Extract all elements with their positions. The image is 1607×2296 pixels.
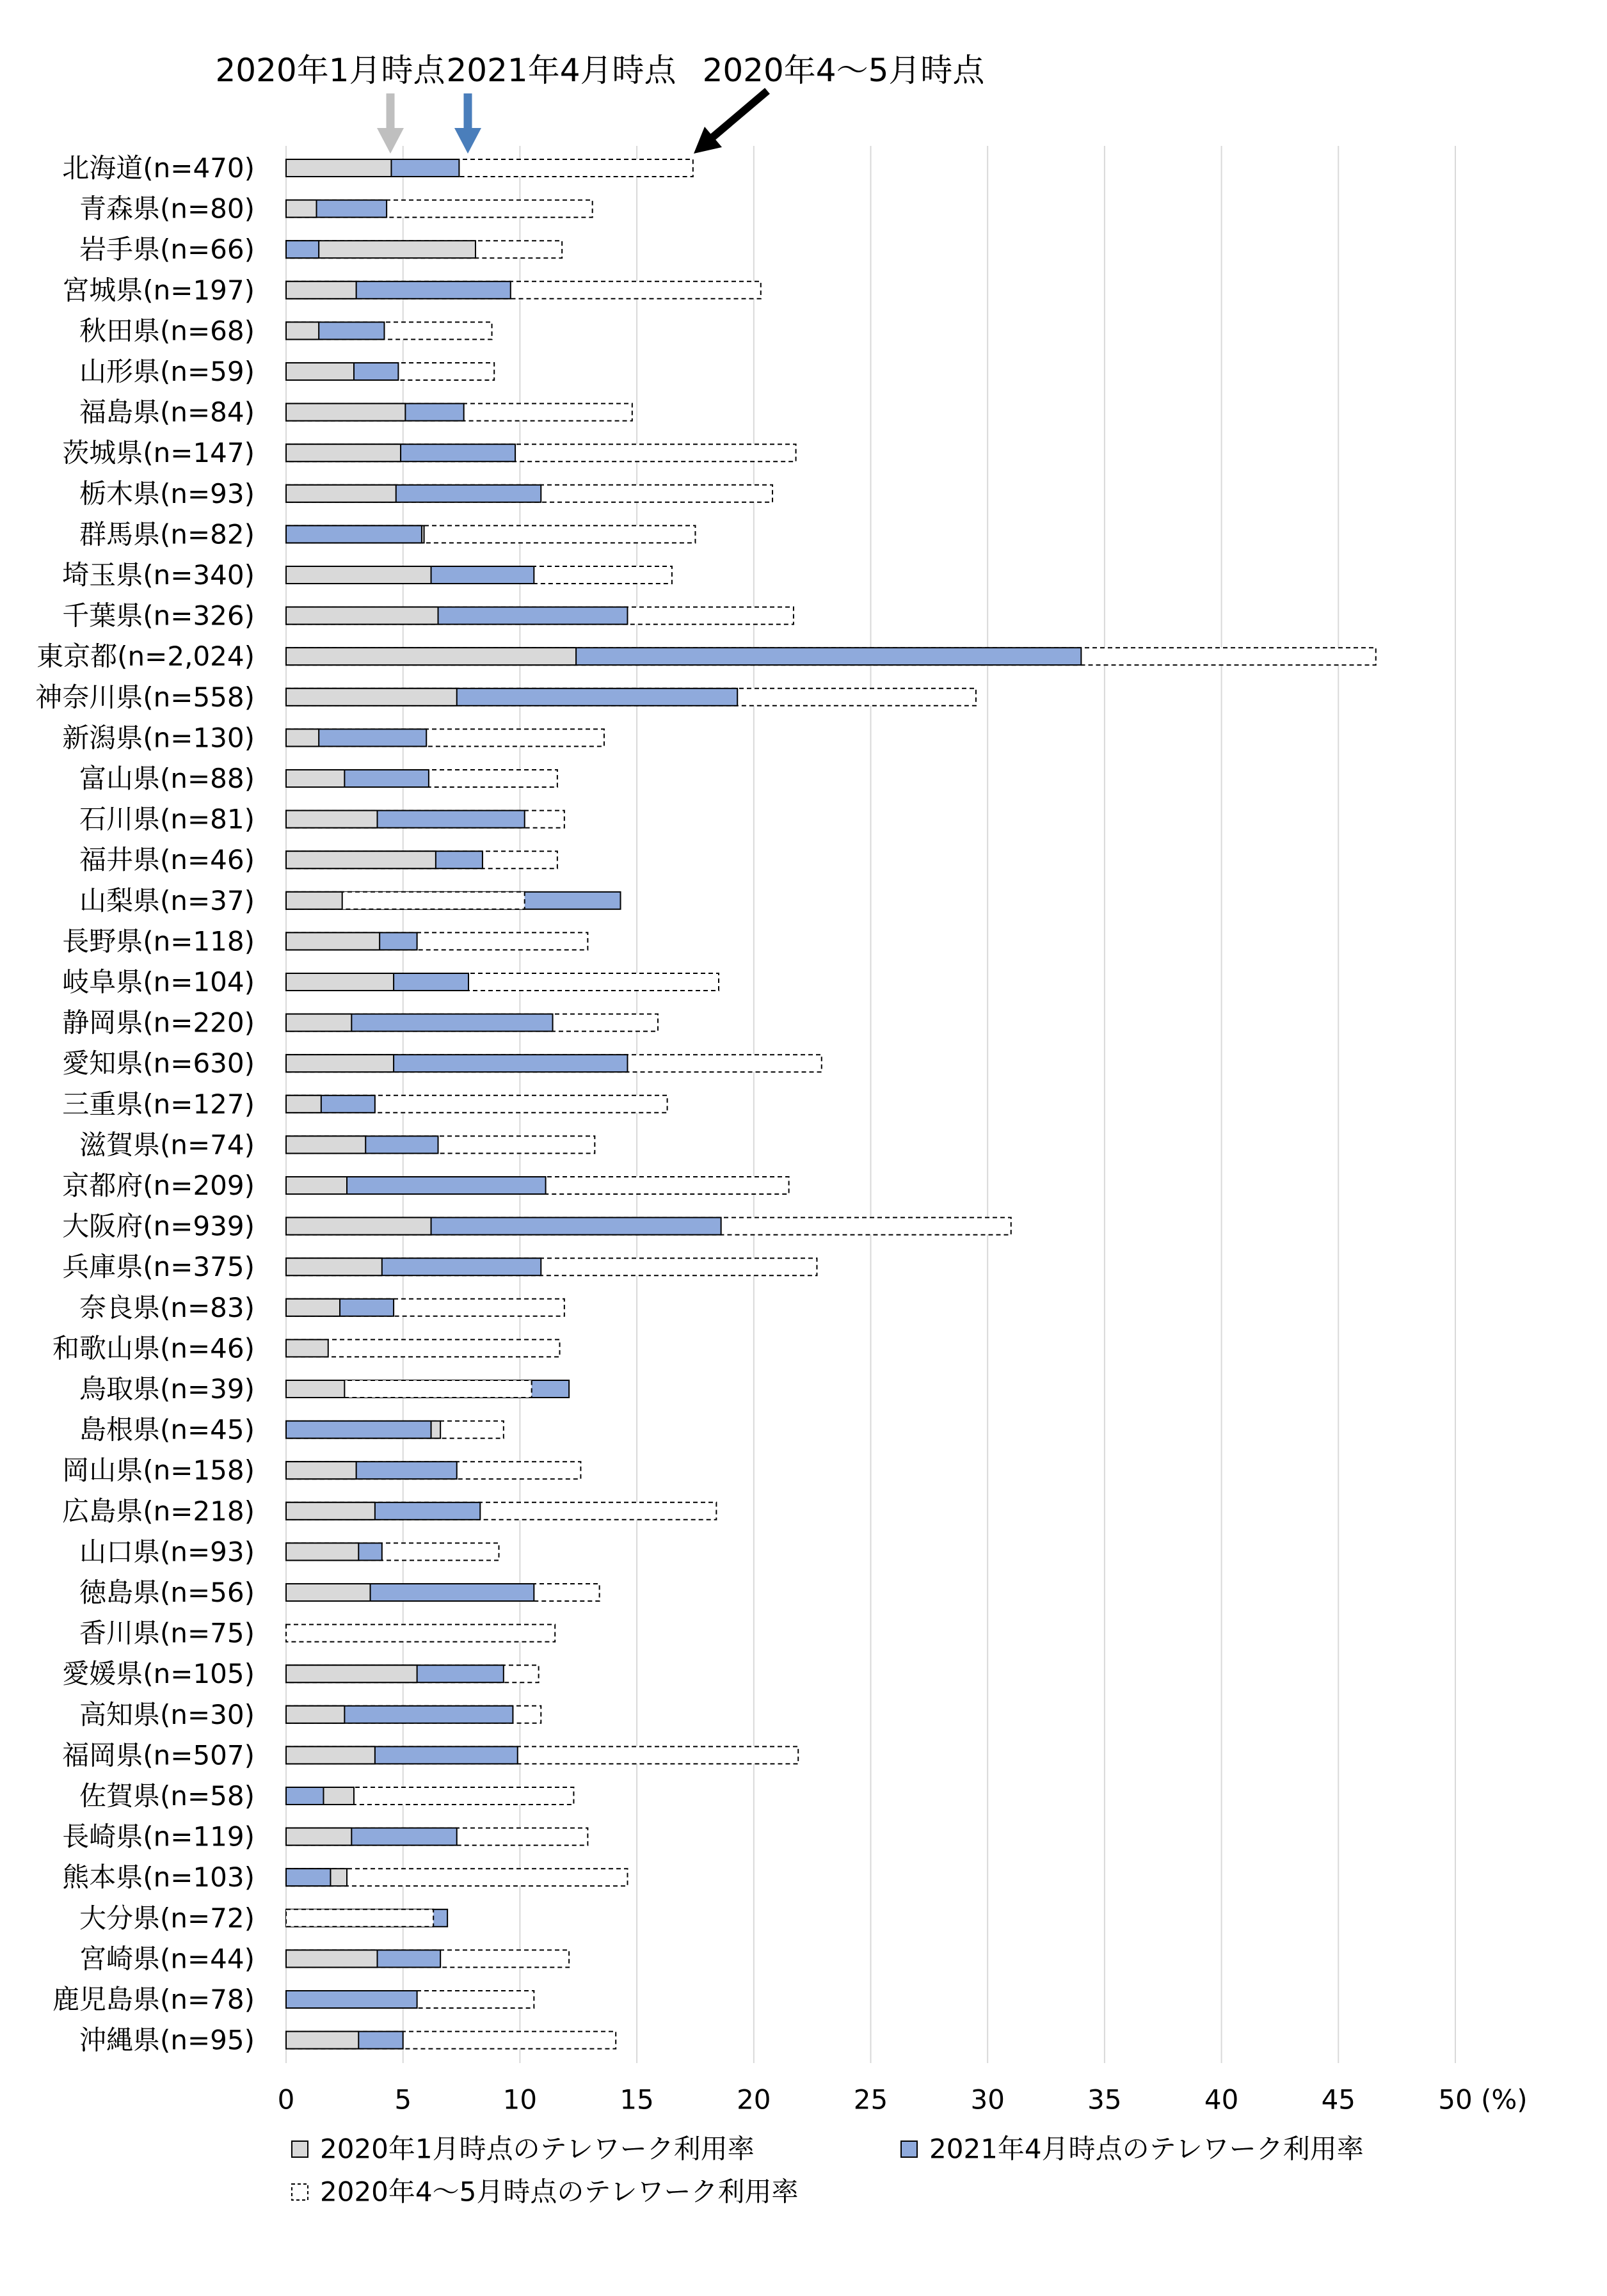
bar-jan-2020-row-6: [286, 404, 405, 421]
bar-group-row-19: [286, 932, 588, 950]
bar-group-row-17: [286, 851, 557, 868]
bar-group-row-31: [286, 1421, 504, 1439]
row-label: 京都府(n=209): [62, 1170, 255, 1201]
bar-jan-2020-row-27: [286, 1258, 382, 1275]
row-label: 北海道(n=470): [62, 152, 255, 184]
bar-group-row-30: [286, 1380, 569, 1398]
row-label: 滋賀県(n=74): [79, 1129, 255, 1161]
bar-jan-2020-row-19: [286, 932, 380, 950]
bar-jan-2020-row-39: [286, 1746, 375, 1764]
bar-group-row-10: [286, 566, 672, 584]
x-tick-label: 35: [1087, 2084, 1122, 2116]
row-label: 富山県(n=88): [79, 763, 255, 794]
bar-jan-2020-row-24: [286, 1136, 365, 1153]
bar-jan-2020-row-38: [286, 1706, 344, 1723]
legend-label-apr-2021: 2021年4月時点のテレワーク利用率: [929, 2133, 1364, 2165]
row-label: 高知県(n=30): [79, 1698, 255, 1730]
x-tick-label: 45: [1321, 2084, 1356, 2116]
bar-group-row-38: [286, 1706, 541, 1723]
bar-group-row-21: [286, 1014, 658, 1032]
row-label: 山梨県(n=37): [79, 884, 255, 916]
row-label: 鳥取県(n=39): [79, 1373, 255, 1405]
legend-swatch-apr-may-2020: [292, 2184, 308, 2200]
x-tick-label: 15: [620, 2084, 654, 2116]
bar-jan-2020-row-44: [286, 1950, 378, 1967]
arrow-diagonal-icon-black: [694, 91, 767, 154]
x-tick-label: 40: [1204, 2084, 1239, 2116]
arrow-down-icon-gray: [377, 93, 404, 154]
bar-group-row-14: [286, 729, 604, 746]
bar-group-row-28: [286, 1299, 564, 1316]
row-label: 神奈川県(n=558): [35, 681, 255, 713]
bar-apr-may-2020-row-43: [286, 1909, 433, 1927]
bar-jan-2020-row-26: [286, 1218, 431, 1235]
bar-jan-2020-row-12: [286, 648, 576, 665]
bar-group-row-23: [286, 1096, 668, 1113]
annotation-apr-may-2020: 2020年4～5月時点: [702, 52, 985, 89]
row-label: 福島県(n=84): [79, 396, 255, 428]
row-label: 沖縄県(n=95): [79, 2024, 255, 2056]
row-label: 宮崎県(n=44): [79, 1943, 255, 1975]
bar-jan-2020-row-37: [286, 1665, 417, 1682]
gridlines: [278, 146, 1528, 2116]
bar-group-row-24: [286, 1136, 595, 1153]
legend-swatch-apr-2021: [901, 2141, 917, 2157]
x-tick-label: 25: [853, 2084, 888, 2116]
row-label: 静岡県(n=220): [62, 1007, 255, 1039]
bar-jan-2020-row-4: [286, 322, 319, 339]
bar-group-row-13: [286, 689, 976, 706]
bar-group-row-29: [286, 1339, 560, 1357]
row-label: 埼玉県(n=340): [62, 559, 255, 591]
row-label: 秋田県(n=68): [79, 315, 255, 347]
x-axis-unit-label: (%): [1481, 2084, 1528, 2116]
bar-jan-2020-row-16: [286, 811, 378, 828]
row-label: 福井県(n=46): [79, 844, 255, 876]
bar-jan-2020-row-23: [286, 1096, 321, 1113]
bar-jan-2020-row-14: [286, 729, 319, 746]
bar-group-row-36: [286, 1625, 555, 1642]
bar-jan-2020-row-15: [286, 770, 344, 787]
row-label: 青森県(n=80): [79, 193, 255, 225]
bar-group-row-15: [286, 770, 557, 787]
bar-group-row-2: [286, 241, 562, 258]
row-label: 群馬県(n=82): [79, 518, 255, 550]
row-label: 新潟県(n=130): [62, 722, 255, 754]
row-label: 山口県(n=93): [79, 1536, 255, 1568]
bar-jan-2020-row-29: [286, 1339, 328, 1357]
row-label: 愛媛県(n=105): [62, 1658, 255, 1690]
row-label: 宮城県(n=197): [62, 274, 255, 306]
row-label: 千葉県(n=326): [62, 600, 255, 632]
arrow-down-icon-blue: [454, 93, 481, 154]
row-label: 岡山県(n=158): [62, 1455, 255, 1487]
bars: [286, 159, 1376, 2049]
bar-group-row-6: [286, 404, 632, 421]
x-tick-label: 20: [737, 2084, 771, 2116]
bar-jan-2020-row-20: [286, 973, 394, 991]
row-label: 広島県(n=218): [62, 1495, 255, 1527]
row-label: 和歌山県(n=46): [52, 1332, 255, 1364]
x-tick-label: 0: [277, 2084, 295, 2116]
row-label: 長崎県(n=119): [62, 1821, 255, 1853]
bar-apr-2021-row-45: [286, 1991, 417, 2008]
bar-group-row-16: [286, 811, 564, 828]
bar-jan-2020-row-13: [286, 689, 457, 706]
bar-group-row-46: [286, 2032, 616, 2049]
bar-jan-2020-row-21: [286, 1014, 351, 1032]
bar-jan-2020-row-0: [286, 159, 391, 177]
bar-group-row-39: [286, 1746, 798, 1764]
row-label: 石川県(n=81): [79, 803, 255, 835]
bar-group-row-11: [286, 607, 794, 625]
bar-jan-2020-row-35: [286, 1584, 371, 1601]
bar-jan-2020-row-41: [286, 1828, 351, 1846]
row-label: 山形県(n=59): [79, 356, 255, 387]
bar-jan-2020-row-8: [286, 485, 396, 502]
bar-jan-2020-row-33: [286, 1503, 375, 1520]
bar-jan-2020-row-30: [286, 1380, 344, 1398]
bar-jan-2020-row-7: [286, 444, 401, 461]
row-label: 大分県(n=72): [79, 1902, 255, 1934]
bar-group-row-32: [286, 1462, 580, 1479]
bar-jan-2020-row-34: [286, 1543, 358, 1560]
bar-group-row-35: [286, 1584, 600, 1601]
bar-group-row-41: [286, 1828, 588, 1846]
row-label: 三重県(n=127): [62, 1088, 255, 1120]
bar-group-row-33: [286, 1503, 716, 1520]
x-tick-label: 10: [502, 2084, 538, 2116]
row-label: 佐賀県(n=58): [79, 1780, 255, 1812]
bar-jan-2020-row-22: [286, 1055, 394, 1072]
bar-jan-2020-row-32: [286, 1462, 356, 1479]
row-label: 岐阜県(n=104): [62, 966, 255, 998]
bar-jan-2020-row-46: [286, 2032, 358, 2049]
x-tick-label: 30: [970, 2084, 1005, 2116]
bar-group-row-9: [286, 525, 695, 543]
row-labels: [35, 152, 255, 2056]
row-label: 香川県(n=75): [79, 1617, 255, 1649]
bar-jan-2020-row-25: [286, 1177, 347, 1194]
bar-group-row-8: [286, 485, 772, 502]
bar-jan-2020-row-3: [286, 282, 356, 299]
bar-group-row-18: [286, 892, 621, 909]
bar-group-row-1: [286, 200, 593, 218]
bar-group-row-22: [286, 1055, 822, 1072]
bar-group-row-45: [286, 1991, 534, 2008]
bar-group-row-25: [286, 1177, 789, 1194]
bar-jan-2020-row-10: [286, 566, 431, 584]
row-label: 鹿児島県(n=78): [52, 1984, 255, 2015]
bar-group-row-26: [286, 1218, 1011, 1235]
bar-group-row-3: [286, 282, 761, 299]
bar-apr-2021-row-31: [286, 1421, 431, 1439]
row-label: 奈良県(n=83): [79, 1291, 255, 1323]
annotation-apr-2021: 2021年4月時点: [446, 52, 676, 89]
row-label: 徳島県(n=56): [79, 1577, 255, 1608]
legend-label-apr-may-2020: 2020年4～5月時点のテレワーク利用率: [320, 2176, 799, 2208]
bar-apr-2021-row-2: [286, 241, 319, 258]
legend-label-jan-2020: 2020年1月時点のテレワーク利用率: [320, 2133, 755, 2165]
legend-swatch-jan-2020: [292, 2141, 308, 2157]
row-label: 愛知県(n=630): [62, 1048, 255, 1080]
bar-group-row-27: [286, 1258, 817, 1275]
row-label: 茨城県(n=147): [62, 437, 255, 469]
annotation-jan-2020: 2020年1月時点: [215, 52, 445, 89]
row-label: 熊本県(n=103): [62, 1862, 255, 1893]
x-tick-label: 50: [1438, 2084, 1473, 2116]
row-label: 大阪府(n=939): [62, 1210, 255, 1242]
row-label: 岩手県(n=66): [79, 234, 255, 266]
row-label: 島根県(n=45): [79, 1414, 255, 1446]
bar-group-row-12: [286, 648, 1376, 665]
bar-apr-2021-row-9: [286, 525, 422, 543]
bar-apr-2021-row-40: [286, 1787, 323, 1805]
bar-group-row-40: [286, 1787, 573, 1805]
bar-group-row-43: [286, 1909, 447, 1927]
row-label: 長野県(n=118): [62, 925, 255, 957]
row-label: 福岡県(n=507): [62, 1739, 255, 1771]
bar-group-row-7: [286, 444, 796, 461]
bar-group-row-37: [286, 1665, 539, 1682]
bar-group-row-20: [286, 973, 719, 991]
bar-group-row-44: [286, 1950, 569, 1967]
bar-jan-2020-row-18: [286, 892, 342, 909]
bar-group-row-5: [286, 363, 494, 380]
period-annotations: [215, 52, 985, 89]
legend: [292, 2133, 1364, 2208]
bar-group-row-0: [286, 159, 693, 177]
bar-apr-may-2020-row-36: [286, 1625, 555, 1642]
bar-jan-2020-row-1: [286, 200, 317, 218]
x-tick-label: 5: [394, 2084, 412, 2116]
row-label: 栃木県(n=93): [79, 477, 255, 509]
bar-group-row-4: [286, 322, 492, 339]
bar-group-row-42: [286, 1869, 627, 1886]
bar-jan-2020-row-11: [286, 607, 438, 625]
bar-apr-2021-row-42: [286, 1869, 330, 1886]
row-label: 東京都(n=2,024): [36, 641, 255, 673]
row-label: 兵庫県(n=375): [62, 1251, 255, 1283]
bar-jan-2020-row-5: [286, 363, 354, 380]
bar-jan-2020-row-28: [286, 1299, 340, 1316]
bar-jan-2020-row-17: [286, 851, 436, 868]
bar-group-row-34: [286, 1543, 499, 1560]
